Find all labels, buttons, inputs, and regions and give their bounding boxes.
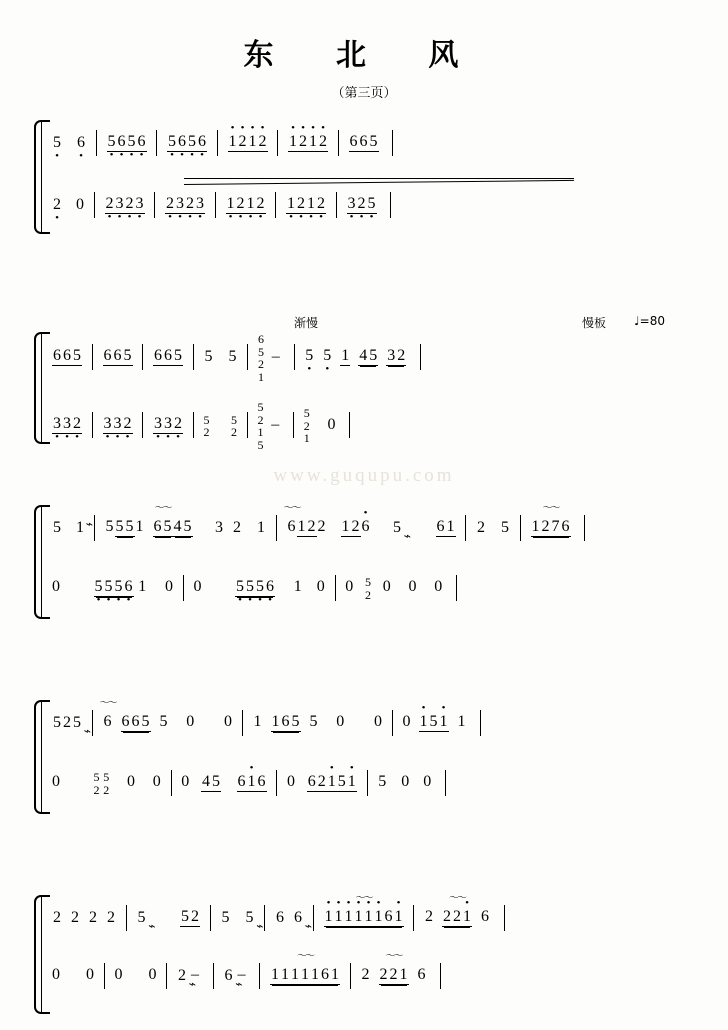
barline <box>275 192 276 218</box>
chord-stack: 5 2 <box>365 574 371 602</box>
system-1 <box>34 120 694 230</box>
barline <box>96 130 97 156</box>
chord-stack: 5 2 <box>103 769 110 797</box>
barline <box>213 963 214 989</box>
system-3-top-staff: 5 1 ⌁ 5 5 5 1 〜〜 6 5 4 5 3 2 1 〜〜 6 1 2 2 1 2 • 6 5 6 1 2 5 〜〜 1 2 7 6 <box>52 505 694 549</box>
system-3 <box>34 505 694 615</box>
chord-stack: 5 2 <box>231 412 237 440</box>
barline <box>440 963 441 989</box>
barline <box>264 905 265 931</box>
barline <box>294 344 295 370</box>
barline <box>293 412 294 438</box>
system-4 <box>34 700 694 810</box>
chord-stack: 6 5 2 1 <box>258 332 264 384</box>
system-5 <box>34 895 694 1010</box>
barline <box>392 710 393 736</box>
barline <box>367 770 368 796</box>
system-2-top-staff: 6 6 5 6 6 5 6 6 5 5 5 6 5 2 1 – 5 • 5 • 1 4 5 3 2 <box>52 332 694 376</box>
barline <box>142 412 143 438</box>
barline <box>171 770 172 796</box>
barline <box>349 412 350 438</box>
system-2-bottom-staff: 3 • 3 • 2 • 3 • 3 • 2 • 3 • 3 • 2 • 5 2 5 2 5 2 1 5 – 5 2 1 0 <box>52 400 694 444</box>
barline <box>350 963 351 989</box>
barline <box>276 515 277 541</box>
barline <box>413 905 414 931</box>
barline <box>420 344 421 370</box>
system-4-top-staff: 5 2 5 〜〜 6 6 6 5 5 0 0 1 1 6 5 5 0 0 0 • 1 5 • 1 1 <box>52 700 694 744</box>
barline <box>104 963 105 989</box>
barline <box>520 515 521 541</box>
system-1-top-staff: 5 • 6 • 5 • 6 • 5 • 6 • 5 • 6 • 5 • 6 • • 1 • 2 • 1 • 2 • 1 • 2 • 1 • 2 6 6 5 <box>52 120 694 164</box>
system-brace <box>34 700 50 814</box>
barline <box>142 344 143 370</box>
system-1-bottom-staff: 2 • 0 2 • 3 • 2 • 3 • 2 • 3 • 2 • 3 • 1 • 2 • 1 • 2 • 1 • 2 • 1 • 2 • 3 • 2 • 5 • <box>52 182 694 226</box>
barline <box>126 905 127 931</box>
barline <box>210 905 211 931</box>
barline <box>480 710 481 736</box>
barline <box>313 905 314 931</box>
barline <box>94 515 95 541</box>
barline <box>338 130 339 156</box>
system-brace <box>34 895 50 1014</box>
barline <box>247 344 248 370</box>
barline <box>276 770 277 796</box>
barline <box>94 192 95 218</box>
page-subtitle: （第三页） <box>331 86 397 101</box>
barline <box>247 412 248 438</box>
barline <box>92 710 93 736</box>
barline <box>259 963 260 989</box>
system-3-bottom-staff: 0 5 • 5 • 5 • 6 • 1 0 0 5 • 5 • 5 • 6 • 1 0 0 5 2 0 0 0 <box>52 565 694 609</box>
barline <box>504 905 505 931</box>
chord-stack: 5 2 <box>203 412 210 440</box>
barline <box>392 130 393 156</box>
barline <box>336 192 337 218</box>
gliss-line-1 <box>184 178 574 179</box>
barline <box>390 192 391 218</box>
barline <box>193 344 194 370</box>
system-brace <box>34 332 50 444</box>
barline <box>154 192 155 218</box>
system-brace <box>34 505 50 619</box>
barline <box>183 575 184 601</box>
system-brace <box>34 120 50 234</box>
barline <box>277 130 278 156</box>
barline <box>456 575 457 601</box>
chord-stack: 5 2 1 5 <box>257 400 264 452</box>
chord-stack: 5 2 1 <box>303 406 310 446</box>
marking-slow: 慢板 <box>582 316 607 330</box>
system-5-bottom-staff: 0 0 0 0 2 – 6 – 〜〜 1 1 1 1 1 6 1 〜〜 2 2 2 1 6 <box>52 953 694 997</box>
watermark: www.guqupu.com <box>273 465 455 486</box>
system-5-top-staff: 2 2 2 2 5 5 2 5 5 6 6 〜〜 • 1 • 1 • 1 • 1 • 1 • 1 6 • 1 〜〜 2 2 2 • 1 6 <box>52 895 694 939</box>
barline <box>92 344 93 370</box>
barline <box>217 130 218 156</box>
system-4-bottom-staff: 0 5 2 5 2 0 0 0 4 5 6 • 1 6 0 6 2 • 1 5 • 1 5 0 0 <box>52 760 694 804</box>
page-title: 东 北 风 <box>243 38 485 73</box>
barline <box>166 963 167 989</box>
barline <box>465 515 466 541</box>
barline <box>156 130 157 156</box>
barline <box>242 710 243 736</box>
barline <box>215 192 216 218</box>
marking-tempo: ♩=80 <box>634 314 665 328</box>
system-2 <box>34 310 694 452</box>
barline <box>335 575 336 601</box>
barline <box>584 515 585 541</box>
chord-stack: 5 2 <box>93 769 100 797</box>
barline <box>193 412 194 438</box>
barline <box>92 412 93 438</box>
barline <box>445 770 446 796</box>
marking-rit: 渐慢 <box>294 316 319 330</box>
